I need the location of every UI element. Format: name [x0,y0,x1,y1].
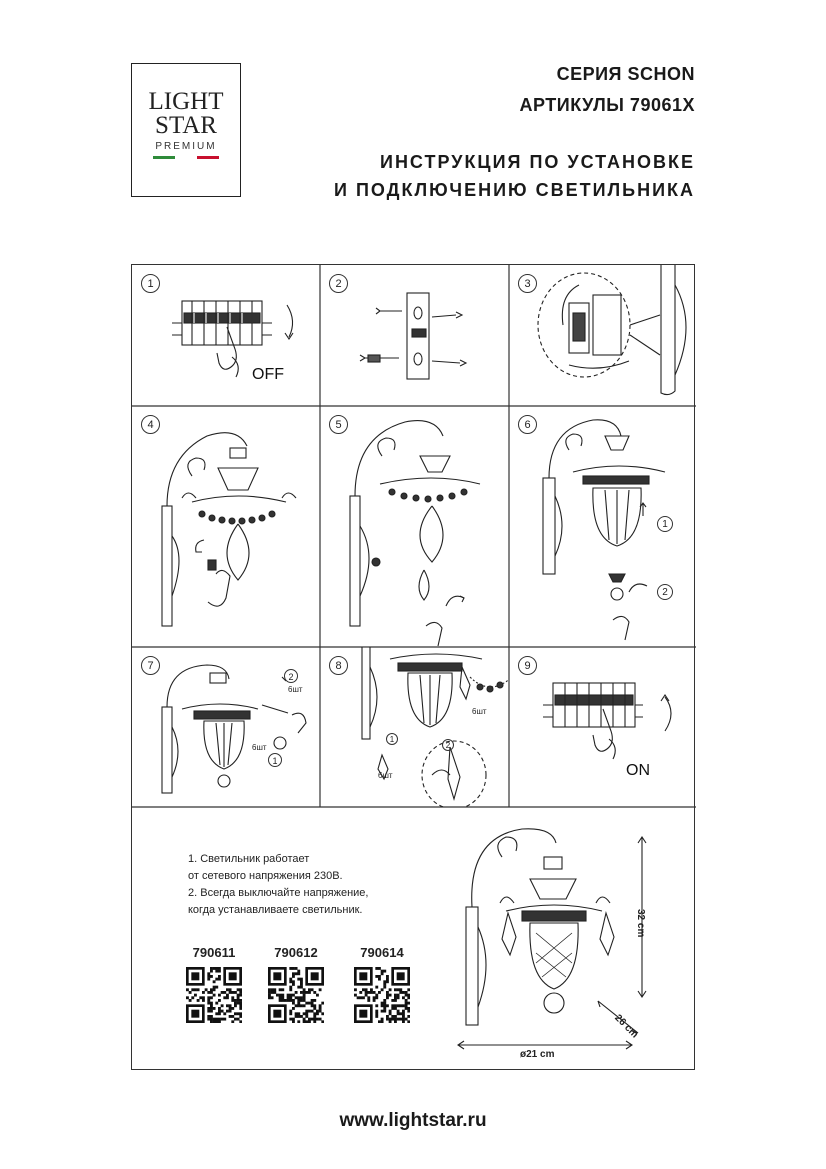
website-link[interactable]: www.lightstar.ru [339,1110,487,1131]
step-number: 6 [518,415,537,434]
step-number: 3 [518,274,537,293]
step-number: 8 [329,656,348,675]
quantity-label: 6шт [378,771,393,780]
mounting-plate-screws-illustration [320,265,509,406]
article-code: 790611 [192,945,236,960]
circuit-breaker-off-illustration [132,265,320,406]
on-label: ON [626,762,650,779]
info-panel [132,807,696,1071]
depth-dimension: 26 cm [612,1012,641,1041]
instruction-grid [131,264,695,1070]
step-5-panel [320,406,509,647]
callout-mark-1: 1 [268,753,282,767]
logo-line-star: STAR [155,112,217,139]
step-number: 4 [141,415,160,434]
step-6-panel [509,406,696,647]
height-dimension: 32 cm [635,909,646,938]
bulb-holder-mount-illustration [132,406,320,647]
bulb-install-illustration [320,406,509,647]
callout-mark-1: 1 [386,733,398,745]
quantity-label: 6шт [288,685,303,694]
callout-mark-2: 2 [284,669,298,683]
step-3-panel [509,265,696,406]
note-line: когда устанавливаете светильник. [188,904,363,916]
step-number: 5 [329,415,348,434]
step-7-panel [132,647,320,807]
instruction-title-line2: И ПОДКЛЮЧЕНИЮ СВЕТИЛЬНИКА [334,180,695,200]
lamp-dimensions-drawing [132,807,696,1071]
callout-mark-2: 2 [442,739,454,751]
callout-mark-2: 2 [657,584,673,600]
italian-flag-icon [153,156,219,159]
step-4-panel [132,406,320,647]
articles-title: АРТИКУЛЫ 79061X [519,95,695,115]
step-number: 9 [518,656,537,675]
step-number: 1 [141,274,160,293]
step-number: 2 [329,274,348,293]
crystal-chain-attach-illustration [320,647,509,807]
logo-line-premium: PREMIUM [155,141,217,152]
quantity-label: 6шт [252,743,267,752]
diameter-dimension: ø21 cm [520,1049,555,1060]
note-line: 2. Всегда выключайте напряжение, [188,887,369,899]
step-9-panel [509,647,696,807]
quantity-label: 6шт [472,707,487,716]
note-line: 1. Светильник работает [188,853,310,865]
step-number: 7 [141,656,160,675]
note-line: от сетевого напряжения 230В. [188,870,343,882]
series-title: СЕРИЯ SCHON [556,64,695,84]
article-code: 790614 [360,945,404,960]
callout-mark-1: 1 [657,516,673,532]
article-code: 790612 [274,945,318,960]
step-1-panel [132,265,320,406]
instruction-title-line1: ИНСТРУКЦИЯ ПО УСТАНОВКЕ [380,152,695,172]
off-label: OFF [252,366,284,383]
wiring-connection-illustration [509,265,696,406]
circuit-breaker-on-illustration [509,647,696,807]
logo-line-light: LIGHT [148,88,224,115]
step-8-panel [320,647,509,807]
brand-logo [131,63,241,197]
step-2-panel [320,265,509,406]
